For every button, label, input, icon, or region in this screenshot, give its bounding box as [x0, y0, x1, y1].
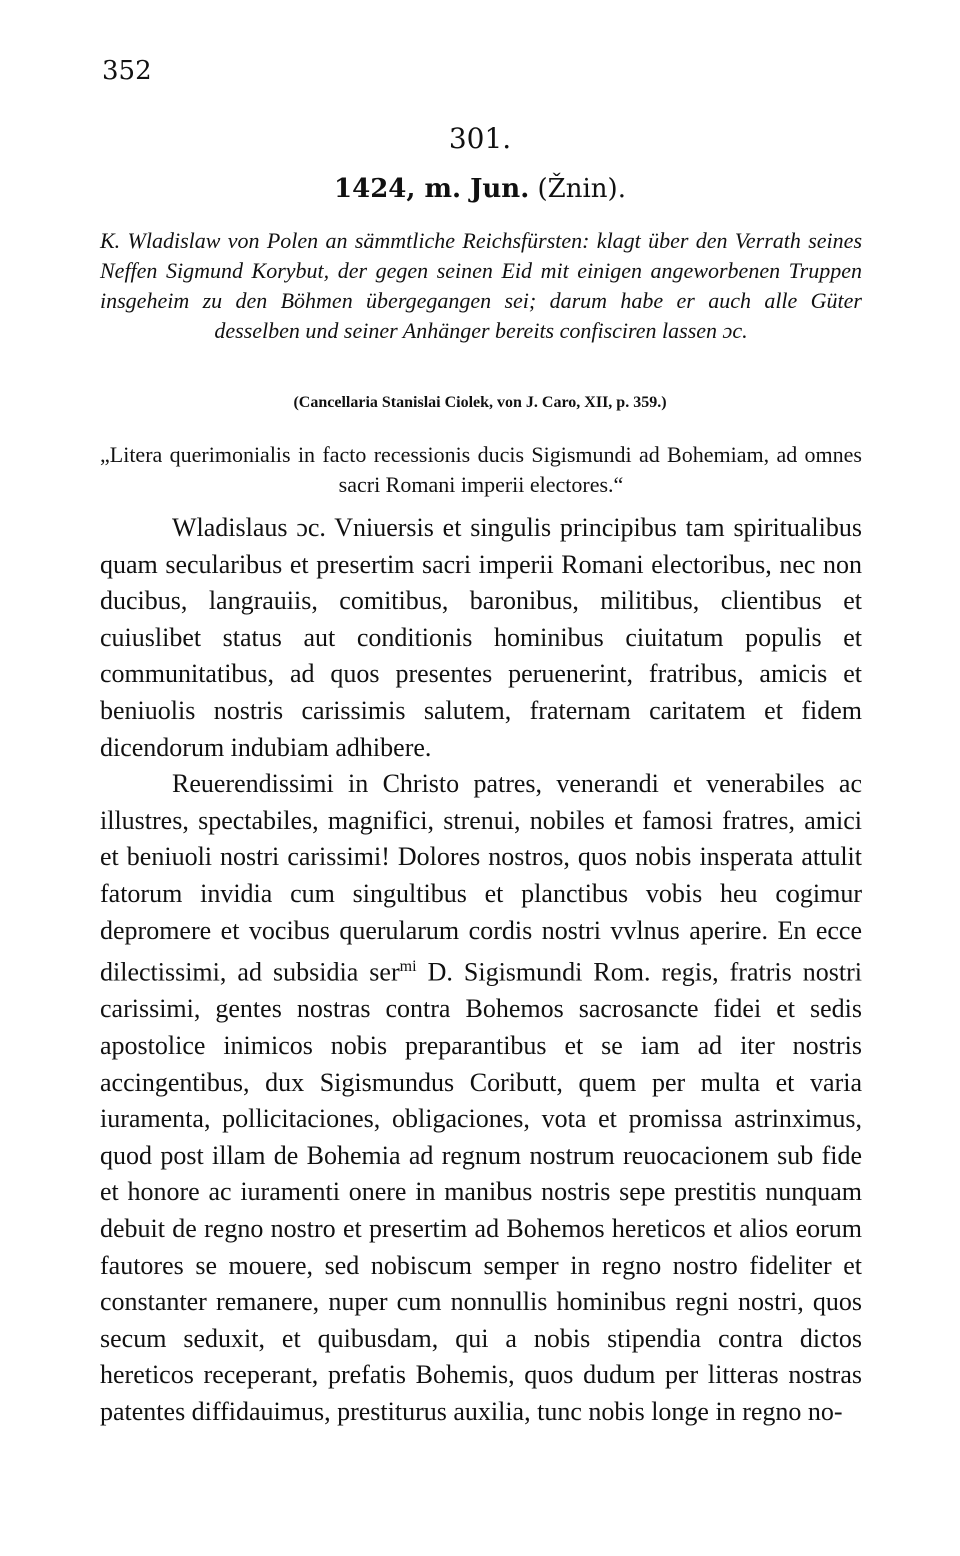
german-summary: K. Wladislaw von Polen an sämmtliche Reichsfürsten: klagt über den Verrath seines Neffen Sigmund Korybut, der gegen seinen Eid mit einigen angeworbenen Truppen insgeheim zu den Böhmen übergegangen sei; darum habe er auch alle Güter desselben und seiner Anhänger bereits confisciren lassen ɔc. [100, 228, 862, 343]
page-number: 352 [102, 56, 152, 86]
document-number: 301. [448, 122, 512, 155]
source-citation: (Cancellaria Stanislai Ciolek, von J. Caro, XII, p. 359.) [293, 394, 667, 411]
paragraph-2-part-a: Reuerendissimi in Christo patres, venerandi et venerabiles ac illustres, spectabiles, magnifici, strenui, nobiles et famosi fratres, amici et beniuoli nostri carissimi! Dolores nostros, quos nobis insperata attulit fatorum invidia cum singultibus et planctibus vobis heu cogimur depromere et vocibus querularum cordis nostri vvlnus aperire. En ecce dilectissimi, ad subsidia ser [100, 769, 862, 987]
date-line [0, 174, 960, 204]
date-place: (Žnin). [537, 174, 626, 204]
paragraph-2-part-b: D. Sigismundi Rom. regis, fratris nostri carissimi, gentes nostras contra Bohemos sacrosancte fidei et sedis apostolice inimicos nobis preparantibus et se iam ad iter nostris accingentibus, dux Sigismundus Coributt, quem per multa et varia iuramenta, pollicitaciones, obligaciones, vota et promissa astrinximus, quod post illam de Bohemia ad regnum nostrum reuocacionem sub fide et honore ac iuramenti onere in manibus nostris sepe prestitis nunquam debuit de regno nostro et presertim ad Bohemos hereticos et alios eorum fautores se mouere, sed nobiscum semper in regno nostro fideliter et constanter remanere, nuper cum nonnullis hominibus regni nostri, quos secum seduxit, et quibusdam, qui a nobis stipendia contra dictos hereticos receperant, prefatis Bohemis, quos dudum per litteras nostras patentes diffidauimus, prestiturus auxilia, tunc nobis longe in regno no- [100, 957, 862, 1426]
date-main: 1424, m. Jun. [334, 174, 530, 204]
letter-body [100, 510, 862, 1431]
paragraph-2-superscript: mi [399, 958, 417, 976]
paragraph-1: Wladislaus ɔc. Vniuersis et singulis principibus tam spiritualibus quam secularibus et presertim sacri imperii Romani electoribus, nec non ducibus, langrauiis, comitibus, baronibus, militibus, clientibus et cuiuslibet status aut conditionis hominibus ciuitatum populis et communitatibus, ad quos presentes peruenerint, fratribus, amicis et beniuolis nostris carissimis salutem, fraternam caritatem et fidem dicendorum indubiam adhibere. [100, 513, 862, 762]
paragraph-2 [100, 766, 862, 1430]
letter-heading: „Litera querimonialis in facto recessionis ducis Sigismundi ad Bohemiam, ad omnes sacri Romani imperii electores.“ [100, 442, 862, 497]
